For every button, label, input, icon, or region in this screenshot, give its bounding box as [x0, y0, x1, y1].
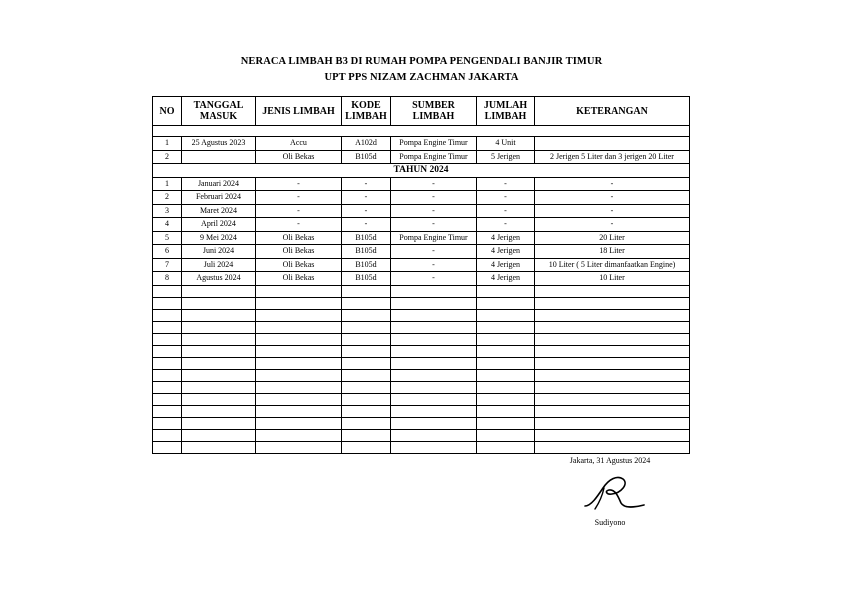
cell-no: 1: [153, 177, 182, 191]
empty-cell: [342, 357, 391, 369]
cell-keterangan: [535, 137, 690, 151]
header-kode-limbah-text: KODE LIMBAH: [345, 100, 387, 122]
empty-cell: [391, 345, 477, 357]
header-keterangan: KETERANGAN: [535, 97, 690, 126]
cell-kode: -: [342, 191, 391, 205]
table-row: [153, 258, 690, 272]
cell-no: 6: [153, 245, 182, 259]
empty-cell: [153, 345, 182, 357]
header-jumlah-limbah: [477, 97, 535, 126]
signature-icon: [583, 473, 647, 515]
cell-sumber: -: [391, 245, 477, 259]
cell-keterangan: 20 Liter: [535, 231, 690, 245]
cell-kode: B105d: [342, 231, 391, 245]
cell-no: 8: [153, 272, 182, 286]
empty-cell: [182, 357, 256, 369]
empty-cell: [182, 369, 256, 381]
cell-jumlah: -: [477, 177, 535, 191]
cell-sumber: -: [391, 258, 477, 272]
cell-tanggal: Januari 2024: [182, 177, 256, 191]
cell-jenis: -: [256, 204, 342, 218]
cell-jumlah: 4 Jerigen: [477, 245, 535, 259]
cell-sumber: -: [391, 177, 477, 191]
cell-jenis: -: [256, 191, 342, 205]
cell-tanggal: April 2024: [182, 218, 256, 232]
table-row: [153, 177, 690, 191]
empty-cell: [182, 441, 256, 453]
cell-jenis: Oli Bekas: [256, 272, 342, 286]
empty-cell: [153, 357, 182, 369]
cell-tanggal: 9 Mei 2024: [182, 231, 256, 245]
empty-cell: [256, 393, 342, 405]
empty-cell: [535, 321, 690, 333]
empty-cell: [477, 405, 535, 417]
empty-row: [153, 369, 690, 381]
empty-cell: [182, 309, 256, 321]
empty-cell: [477, 321, 535, 333]
empty-row: [153, 285, 690, 297]
table-row: [153, 218, 690, 232]
empty-cell: [153, 285, 182, 297]
empty-cell: [391, 441, 477, 453]
empty-row: [153, 333, 690, 345]
cell-jenis: -: [256, 177, 342, 191]
cell-no: 5: [153, 231, 182, 245]
document-subtitle: UPT PPS NIZAM ZACHMAN JAKARTA: [324, 72, 519, 83]
empty-cell: [153, 417, 182, 429]
cell-keterangan: 2 Jerigen 5 Liter dan 3 jerigen 20 Liter: [535, 150, 690, 164]
empty-cell: [342, 309, 391, 321]
cell-jumlah: 4 Jerigen: [477, 272, 535, 286]
empty-cell: [256, 417, 342, 429]
empty-cell: [477, 333, 535, 345]
cell-tanggal: Maret 2024: [182, 204, 256, 218]
empty-cell: [153, 429, 182, 441]
year-label: TAHUN 2024: [153, 164, 690, 178]
empty-cell: [391, 357, 477, 369]
cell-tanggal: Agustus 2024: [182, 272, 256, 286]
cell-kode: B105d: [342, 245, 391, 259]
empty-cell: [535, 393, 690, 405]
empty-cell: [342, 405, 391, 417]
empty-row: [153, 381, 690, 393]
spacer-row: [153, 126, 690, 137]
empty-cell: [477, 309, 535, 321]
cell-jenis: Oli Bekas: [256, 150, 342, 164]
cell-keterangan: -: [535, 204, 690, 218]
cell-kode: -: [342, 177, 391, 191]
empty-cell: [391, 309, 477, 321]
empty-cell: [342, 333, 391, 345]
year-section-row: [153, 164, 690, 178]
empty-row: [153, 321, 690, 333]
empty-cell: [391, 405, 477, 417]
cell-keterangan: -: [535, 177, 690, 191]
cell-kode: B105d: [342, 150, 391, 164]
empty-cell: [535, 381, 690, 393]
table-row: [153, 204, 690, 218]
empty-cell: [256, 405, 342, 417]
table-row: [153, 272, 690, 286]
empty-cell: [535, 333, 690, 345]
cell-jumlah: 4 Jerigen: [477, 231, 535, 245]
empty-cell: [153, 369, 182, 381]
empty-row: [153, 429, 690, 441]
waste-ledger-table: [152, 96, 690, 454]
empty-cell: [182, 429, 256, 441]
cell-tanggal: 25 Agustus 2023: [182, 137, 256, 151]
cell-keterangan: 10 Liter ( 5 Liter dimanfaatkan Engine): [535, 258, 690, 272]
cell-keterangan: -: [535, 191, 690, 205]
cell-tanggal: [182, 150, 256, 164]
empty-cell: [535, 357, 690, 369]
empty-cell: [535, 345, 690, 357]
cell-no: 4: [153, 218, 182, 232]
empty-row: [153, 309, 690, 321]
signer-name: Sudiyono: [594, 518, 626, 527]
empty-cell: [182, 285, 256, 297]
empty-cell: [535, 429, 690, 441]
cell-jenis: Oli Bekas: [256, 245, 342, 259]
empty-cell: [256, 333, 342, 345]
header-sumber-limbah: [391, 97, 477, 126]
empty-cell: [535, 369, 690, 381]
header-sumber-limbah-text: SUMBER LIMBAH: [412, 100, 455, 122]
header-kode-limbah: [342, 97, 391, 126]
empty-cell: [342, 369, 391, 381]
empty-row: [153, 405, 690, 417]
cell-jumlah: -: [477, 204, 535, 218]
empty-row: [153, 357, 690, 369]
table-row: [153, 150, 690, 164]
empty-cell: [182, 297, 256, 309]
empty-row: [153, 393, 690, 405]
empty-cell: [342, 393, 391, 405]
table-row: [153, 191, 690, 205]
empty-cell: [256, 441, 342, 453]
empty-cell: [182, 381, 256, 393]
cell-jenis: Oli Bekas: [256, 231, 342, 245]
empty-cell: [477, 357, 535, 369]
empty-cell: [477, 297, 535, 309]
empty-cell: [477, 345, 535, 357]
empty-cell: [391, 369, 477, 381]
spacer-cell: [153, 126, 690, 137]
empty-cell: [477, 441, 535, 453]
cell-jumlah: 4 Jerigen: [477, 258, 535, 272]
empty-cell: [391, 285, 477, 297]
empty-cell: [256, 369, 342, 381]
empty-cell: [256, 285, 342, 297]
empty-cell: [342, 441, 391, 453]
empty-cell: [256, 429, 342, 441]
cell-kode: -: [342, 218, 391, 232]
empty-cell: [477, 429, 535, 441]
empty-cell: [182, 333, 256, 345]
table-header-row: [153, 97, 690, 126]
cell-kode: B105d: [342, 258, 391, 272]
cell-no: 2: [153, 150, 182, 164]
empty-row: [153, 297, 690, 309]
cell-jumlah: -: [477, 191, 535, 205]
cell-kode: -: [342, 204, 391, 218]
empty-cell: [391, 381, 477, 393]
cell-no: 7: [153, 258, 182, 272]
empty-cell: [256, 297, 342, 309]
empty-cell: [391, 321, 477, 333]
cell-sumber: -: [391, 204, 477, 218]
empty-cell: [153, 405, 182, 417]
empty-cell: [182, 321, 256, 333]
cell-jumlah: -: [477, 218, 535, 232]
empty-cell: [153, 393, 182, 405]
cell-keterangan: 18 Liter: [535, 245, 690, 259]
cell-sumber: Pompa Engine Timur: [391, 150, 477, 164]
cell-kode: A102d: [342, 137, 391, 151]
header-jenis-limbah: JENIS LIMBAH: [256, 97, 342, 126]
empty-cell: [182, 417, 256, 429]
cell-tanggal: Juli 2024: [182, 258, 256, 272]
empty-cell: [535, 297, 690, 309]
empty-cell: [256, 381, 342, 393]
header-no: NO: [153, 97, 182, 126]
place-date: Jakarta, 31 Agustus 2024: [569, 456, 651, 465]
empty-cell: [256, 345, 342, 357]
document-title: NERACA LIMBAH B3 DI RUMAH POMPA PENGENDALI BANJIR TIMUR: [240, 56, 603, 67]
cell-jumlah: 4 Unit: [477, 137, 535, 151]
empty-cell: [535, 405, 690, 417]
cell-jenis: -: [256, 218, 342, 232]
empty-cell: [342, 429, 391, 441]
empty-cell: [153, 333, 182, 345]
cell-jumlah: 5 Jerigen: [477, 150, 535, 164]
cell-sumber: Pompa Engine Timur: [391, 231, 477, 245]
cell-jenis: Oli Bekas: [256, 258, 342, 272]
table-row: [153, 245, 690, 259]
empty-cell: [256, 357, 342, 369]
empty-row: [153, 345, 690, 357]
cell-keterangan: 10 Liter: [535, 272, 690, 286]
empty-cell: [153, 309, 182, 321]
empty-cell: [535, 309, 690, 321]
header-tanggal-masuk: [182, 97, 256, 126]
empty-cell: [182, 393, 256, 405]
cell-sumber: -: [391, 218, 477, 232]
empty-cell: [182, 345, 256, 357]
empty-cell: [391, 297, 477, 309]
cell-tanggal: Februari 2024: [182, 191, 256, 205]
header-jumlah-limbah-text: JUMLAH LIMBAH: [483, 100, 528, 122]
empty-cell: [477, 285, 535, 297]
empty-cell: [153, 297, 182, 309]
empty-cell: [391, 333, 477, 345]
cell-jenis: Accu: [256, 137, 342, 151]
cell-tanggal: Juni 2024: [182, 245, 256, 259]
empty-cell: [342, 321, 391, 333]
empty-cell: [535, 441, 690, 453]
empty-cell: [391, 393, 477, 405]
cell-no: 3: [153, 204, 182, 218]
table-row: [153, 231, 690, 245]
cell-kode: B105d: [342, 272, 391, 286]
empty-cell: [256, 309, 342, 321]
empty-cell: [153, 381, 182, 393]
header-tanggal-masuk-text: TANGGAL MASUK: [193, 100, 244, 122]
empty-cell: [342, 381, 391, 393]
cell-no: 2: [153, 191, 182, 205]
table-row: [153, 137, 690, 151]
empty-cell: [477, 381, 535, 393]
empty-cell: [535, 417, 690, 429]
empty-cell: [182, 405, 256, 417]
empty-cell: [153, 321, 182, 333]
empty-cell: [342, 297, 391, 309]
empty-cell: [342, 285, 391, 297]
cell-sumber: Pompa Engine Timur: [391, 137, 477, 151]
empty-cell: [256, 321, 342, 333]
empty-row: [153, 441, 690, 453]
empty-cell: [477, 417, 535, 429]
empty-row: [153, 417, 690, 429]
empty-cell: [477, 369, 535, 381]
cell-sumber: -: [391, 191, 477, 205]
cell-sumber: -: [391, 272, 477, 286]
empty-cell: [391, 417, 477, 429]
cell-no: 1: [153, 137, 182, 151]
empty-cell: [477, 393, 535, 405]
cell-keterangan: -: [535, 218, 690, 232]
empty-cell: [342, 345, 391, 357]
empty-cell: [535, 285, 690, 297]
empty-cell: [391, 429, 477, 441]
empty-cell: [342, 417, 391, 429]
empty-cell: [153, 441, 182, 453]
